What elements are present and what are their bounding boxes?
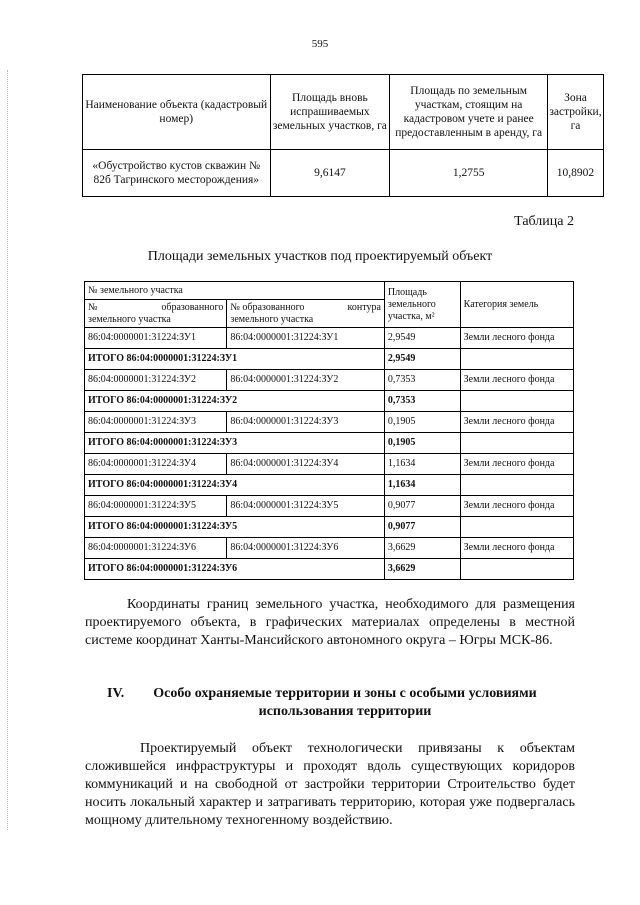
table-2-label: Таблица 2 — [514, 214, 574, 229]
left-edge-dotted-line — [7, 70, 9, 830]
cell-total-label: ИТОГО 86:04:0000001:31224:ЗУ3 — [85, 433, 385, 454]
header-object-name: Наименование объекта (кадастровый номер) — [83, 75, 271, 150]
table-row-total — [85, 349, 574, 370]
table-row — [85, 370, 574, 391]
page-number: 595 — [311, 38, 329, 50]
cell-area: 2,9549 — [384, 328, 460, 349]
cell-contour: 86:04:0000001:31224:ЗУ2 — [227, 370, 385, 391]
header-formed-parcel — [85, 300, 227, 328]
table-row — [85, 496, 574, 517]
cell-category — [460, 391, 573, 412]
cell-area: 2,9549 — [384, 349, 460, 370]
cell-contour: 86:04:0000001:31224:ЗУ4 — [227, 454, 385, 475]
cell-category — [460, 349, 573, 370]
cell-category: Земли лесного фонда — [460, 454, 573, 475]
cell-area: 0,7353 — [384, 391, 460, 412]
cell-area: 3,6629 — [384, 538, 460, 559]
cell-area: 0,1905 — [384, 412, 460, 433]
cell-area: 1,1634 — [384, 475, 460, 496]
cell-total-label: ИТОГО 86:04:0000001:31224:ЗУ1 — [85, 349, 385, 370]
cell-total-label: ИТОГО 86:04:0000001:31224:ЗУ2 — [85, 391, 385, 412]
table-2-header-row-1 — [85, 282, 574, 300]
header-formed-parcel-no: № — [88, 301, 98, 313]
cell-category: Земли лесного фонда — [460, 328, 573, 349]
header-area: Площадь земельного участка, м² — [384, 282, 460, 328]
cell-parcel: 86:04:0000001:31224:ЗУ1 — [85, 328, 227, 349]
cell-area: 0,9077 — [384, 517, 460, 538]
cell-parcel: 86:04:0000001:31224:ЗУ5 — [85, 496, 227, 517]
cell-zone: 10,8902 — [547, 150, 603, 197]
cell-parcel: 86:04:0000001:31224:ЗУ6 — [85, 538, 227, 559]
cell-parcel: 86:04:0000001:31224:ЗУ2 — [85, 370, 227, 391]
table-row-total — [85, 559, 574, 580]
cell-new-area: 9,6147 — [270, 150, 390, 197]
cell-area: 0,1905 — [384, 433, 460, 454]
cell-contour: 86:04:0000001:31224:ЗУ1 — [227, 328, 385, 349]
table-2-title: Площади земельных участков под проектируемый объект — [147, 249, 493, 264]
header-category: Категория земель — [460, 282, 573, 328]
cell-category — [460, 559, 573, 580]
cell-category: Земли лесного фонда — [460, 538, 573, 559]
section-title: Особо охраняемые территории и зоны с особыми условиями использования территории — [153, 686, 537, 719]
table-row — [85, 412, 574, 433]
table-1 — [82, 74, 604, 197]
header-formed-contour-no: № образованного — [230, 301, 305, 313]
cell-leased-area: 1,2755 — [390, 150, 548, 197]
cell-category — [460, 475, 573, 496]
cell-category: Земли лесного фонда — [460, 412, 573, 433]
cell-area: 3,6629 — [384, 559, 460, 580]
infrastructure-paragraph: Проектируемый объект технологически привязаны к объектам сложившейся инфраструктуры и проходят вдоль существующих коридоров коммуникаций и на свободной от застройки территории Строительство будет носить локальный характер и затрагивать территорию, которая уже подвергалась мощному длительному техногенному воздействию. — [85, 741, 575, 828]
cell-object-name: «Обустройство кустов скважин № 82б Тагринского месторождения» — [83, 150, 271, 197]
cell-total-label: ИТОГО 86:04:0000001:31224:ЗУ4 — [85, 475, 385, 496]
cell-contour: 86:04:0000001:31224:ЗУ3 — [227, 412, 385, 433]
cell-parcel: 86:04:0000001:31224:ЗУ4 — [85, 454, 227, 475]
cell-area: 0,9077 — [384, 496, 460, 517]
section-heading — [85, 685, 575, 721]
header-formed-parcel-line2: земельного участка — [88, 313, 171, 325]
cell-contour: 86:04:0000001:31224:ЗУ5 — [227, 496, 385, 517]
cell-total-label: ИТОГО 86:04:0000001:31224:ЗУ6 — [85, 559, 385, 580]
cell-category — [460, 433, 573, 454]
table-row — [85, 454, 574, 475]
cell-category: Земли лесного фонда — [460, 496, 573, 517]
table-row — [85, 328, 574, 349]
cell-category — [460, 517, 573, 538]
table-row-total — [85, 391, 574, 412]
header-leased-area: Площадь по земельным участкам, стоящим на кадастровом учете и ранее предоставленным в аренду, га — [390, 75, 548, 150]
table-1-row — [83, 150, 604, 197]
cell-area: 0,7353 — [384, 370, 460, 391]
cell-parcel: 86:04:0000001:31224:ЗУ3 — [85, 412, 227, 433]
table-row-total — [85, 517, 574, 538]
header-zone: Зона застройки, га — [547, 75, 603, 150]
table-row-total — [85, 433, 574, 454]
header-formed-contour-word: контура — [347, 301, 381, 313]
coordinates-paragraph: Координаты границ земельного участка, необходимого для размещения проектируемого объекта, в графических материалах определены в местной системе координат Ханты-Мансийского автономного округа – Югры МСК-86. — [85, 597, 575, 648]
header-formed-contour — [227, 300, 385, 328]
section-number: IV. — [107, 686, 125, 701]
table-row-total — [85, 475, 574, 496]
cell-total-label: ИТОГО 86:04:0000001:31224:ЗУ5 — [85, 517, 385, 538]
header-formed-parcel-word: образованного — [161, 301, 224, 313]
table-2 — [84, 281, 574, 580]
cell-category: Земли лесного фонда — [460, 370, 573, 391]
table-1-header-row — [83, 75, 604, 150]
header-new-area: Площадь вновь испрашиваемых земельных участков, га — [270, 75, 390, 150]
cell-contour: 86:04:0000001:31224:ЗУ6 — [227, 538, 385, 559]
table-2-body — [85, 328, 574, 580]
table-row — [85, 538, 574, 559]
header-parcel-number: № земельного участка — [85, 282, 385, 300]
header-formed-contour-line2: земельного участка — [230, 313, 314, 325]
cell-area: 1,1634 — [384, 454, 460, 475]
